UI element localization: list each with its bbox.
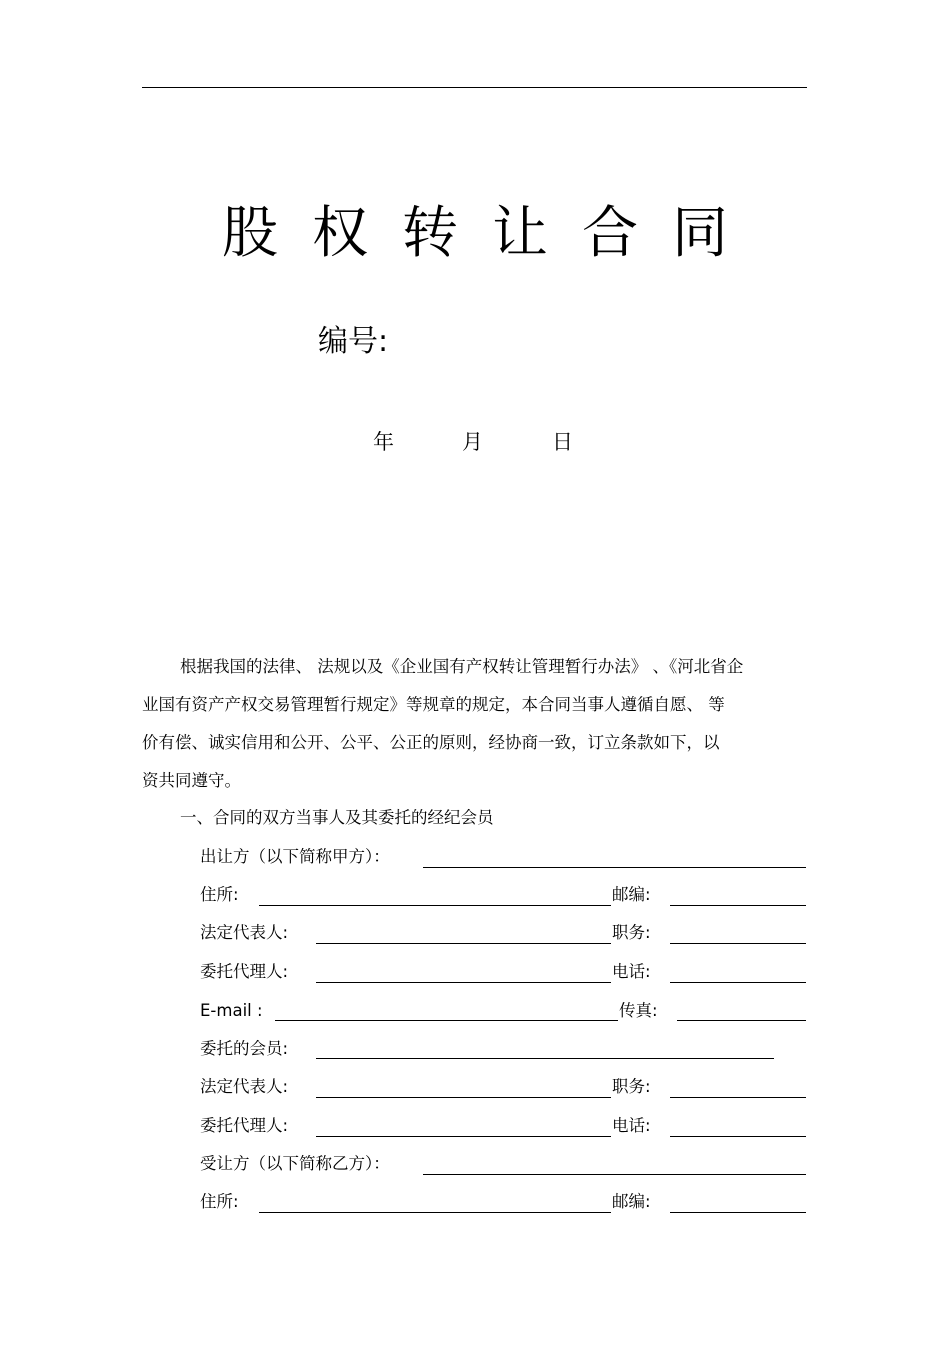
position-label: 职务: (612, 1077, 651, 1096)
member-label: 委托的会员: (200, 1039, 289, 1058)
section-1-heading: 一、合同的双方当事人及其委托的经纪会员 (180, 808, 494, 827)
date-year: 年 (373, 430, 394, 454)
email-label: E-mail : (200, 1001, 263, 1020)
serial-number-label: 编号: (318, 324, 389, 359)
zip-field[interactable] (670, 905, 806, 906)
intro-line: 资共同遵守。 (142, 771, 241, 790)
address-field[interactable] (259, 1212, 611, 1213)
legal-rep-label: 法定代表人: (200, 1077, 289, 1096)
position-field[interactable] (670, 943, 806, 944)
phone-label: 电话: (612, 1116, 651, 1135)
position-field[interactable] (670, 1097, 806, 1098)
agent-field[interactable] (316, 982, 611, 983)
agent-field[interactable] (316, 1136, 611, 1137)
agent-label: 委托代理人: (200, 962, 289, 981)
address-field[interactable] (259, 905, 611, 906)
legal-rep-label: 法定代表人: (200, 923, 289, 942)
email-field[interactable] (275, 1020, 618, 1021)
phone-field[interactable] (670, 982, 806, 983)
address-label: 住所: (200, 885, 239, 904)
intro-line: 根据我国的法律、 法规以及《企业国有产权转让管理暂行办法》 、《河北省企 (180, 657, 744, 676)
fax-label: 传真: (619, 1001, 658, 1020)
transferee-label: 受让方（以下简称乙方）： (200, 1154, 390, 1173)
legal-rep-field[interactable] (316, 943, 611, 944)
intro-line: 价有偿、诚实信用和公开、公平、公正的原则，经协商一致，订立条款如下，以 (142, 733, 720, 752)
phone-label: 电话: (612, 962, 651, 981)
phone-field[interactable] (670, 1136, 806, 1137)
position-label: 职务: (612, 923, 651, 942)
top-rule (142, 87, 807, 88)
fax-field[interactable] (677, 1020, 806, 1021)
transferor-field[interactable] (423, 867, 806, 868)
legal-rep-field[interactable] (316, 1097, 611, 1098)
zip-label: 邮编: (612, 885, 651, 904)
date-day: 日 (552, 430, 573, 454)
intro-line: 业国有资产产权交易管理暂行规定》等规章的规定，本合同当事人遵循自愿、 等 (142, 695, 725, 714)
document-title: 股权转让合同 (222, 201, 762, 266)
intro-paragraph (142, 648, 807, 800)
transferor-label: 出让方（以下简称甲方）： (200, 847, 390, 866)
address-label: 住所: (200, 1192, 239, 1211)
agent-label: 委托代理人: (200, 1116, 289, 1135)
transferee-field[interactable] (423, 1174, 806, 1175)
zip-label: 邮编: (612, 1192, 651, 1211)
member-field[interactable] (316, 1058, 774, 1059)
date-month: 月 (462, 430, 483, 454)
zip-field[interactable] (670, 1212, 806, 1213)
